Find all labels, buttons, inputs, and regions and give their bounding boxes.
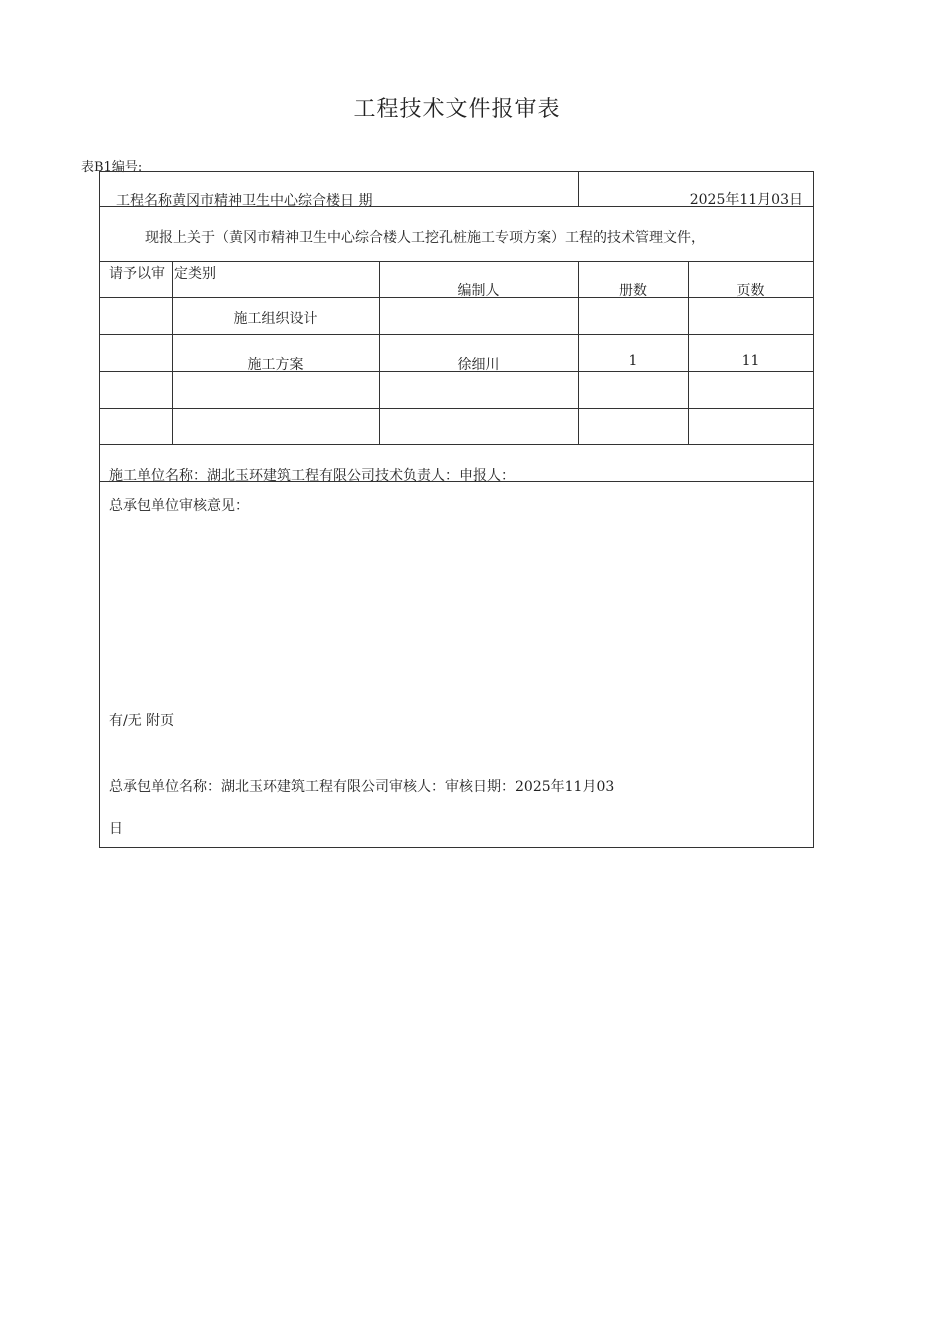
row-1-type: 施工组织设计 xyxy=(233,311,318,327)
row-2-pages: 11 xyxy=(741,353,760,369)
form-code-label: 表B1编号: xyxy=(81,160,143,175)
row-divider xyxy=(100,444,813,445)
row-divider xyxy=(100,261,813,262)
project-date: 2025年11月03日 xyxy=(689,192,803,208)
row-divider xyxy=(100,334,813,335)
header-category: 定类别 xyxy=(174,266,216,282)
page-title: 工程技术文件报审表 xyxy=(353,97,561,122)
review-form-table xyxy=(99,171,814,848)
header-pages: 页数 xyxy=(736,283,765,299)
col-divider xyxy=(172,261,173,444)
header-author: 编制人 xyxy=(457,283,500,299)
project-name-label: 工程名称黄冈市精神卫生中心综合楼日 期 xyxy=(116,193,373,209)
submission-text: 现报上关于（黄冈市精神卫生中心综合楼人工挖孔桩施工专项方案）工程的技术管理文件， xyxy=(145,230,705,246)
header-approval-label: 请予以审 xyxy=(109,266,165,282)
row-2-author: 徐细川 xyxy=(457,357,500,373)
review-opinion-label: 总承包单位审核意见： xyxy=(109,498,249,514)
row-divider xyxy=(100,408,813,409)
attachment-label: 有/无 附页 xyxy=(109,713,175,729)
reviewer-line: 总承包单位名称：湖北玉环建筑工程有限公司审核人：审核日期：2025年11月03 xyxy=(109,779,615,795)
reviewer-line-end: 日 xyxy=(109,821,123,837)
contractor-line: 施工单位名称：湖北玉环建筑工程有限公司技术负责人：申报人： xyxy=(109,468,515,484)
col-divider xyxy=(578,172,579,206)
header-volumes: 册数 xyxy=(619,283,647,299)
row-2-volumes: 1 xyxy=(628,353,638,369)
row-2-type: 施工方案 xyxy=(247,357,304,373)
